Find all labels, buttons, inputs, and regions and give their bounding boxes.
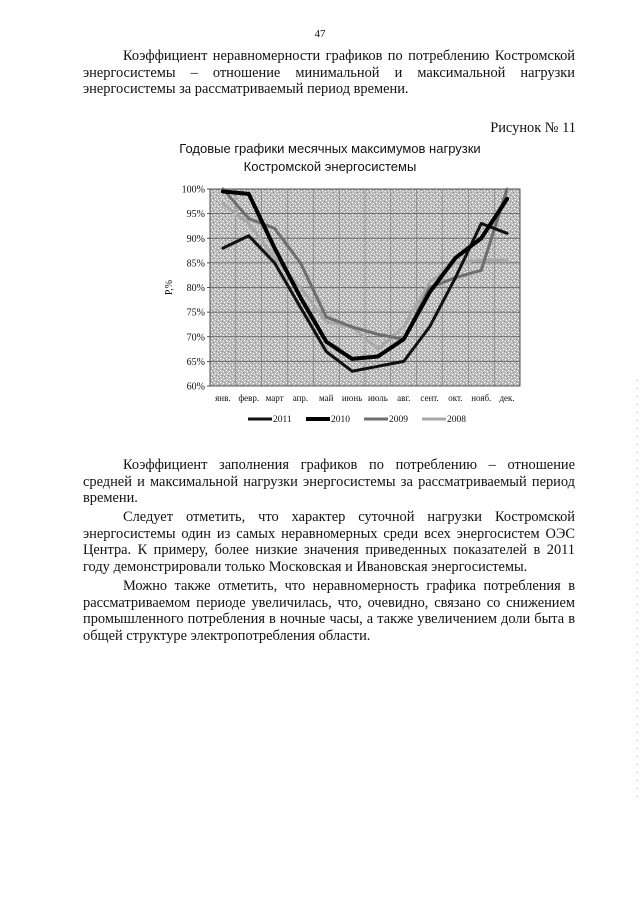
x-tick-label: янв. (215, 393, 231, 403)
x-tick-label: окт. (448, 393, 463, 403)
figure-number: Рисунок № 11 (490, 120, 576, 136)
x-tick-label: июнь (341, 393, 363, 403)
y-tick-label: 65% (186, 356, 205, 368)
plot-area (164, 185, 520, 404)
paragraph-unevenness-coefficient: Коэффициент неравномерности графиков по потреблению Костромской энергосистемы – отношение минимальной и максимальной нагрузки энергосистемы за рассматриваемый период времени. (83, 48, 575, 97)
scan-edge-marks (634, 380, 640, 800)
x-tick-label: дек. (499, 393, 515, 403)
load-chart (160, 178, 540, 433)
chart-title-line-1: Годовые графики месячных максимумов нагрузки (179, 141, 481, 156)
page-number: 47 (314, 28, 326, 40)
chart-title-line-2: Костромской энергосистемы (243, 159, 417, 174)
x-tick-label: май (319, 393, 334, 403)
legend-label-2008: 2008 (447, 415, 466, 425)
legend-label-2010: 2010 (331, 415, 350, 425)
x-tick-label: нояб. (471, 393, 492, 403)
y-tick-label: 60% (186, 381, 205, 393)
y-tick-label: 100% (181, 184, 205, 196)
x-tick-label: февр. (238, 393, 260, 403)
x-tick-label: авг. (397, 393, 411, 403)
x-tick-label: апр. (292, 393, 309, 403)
y-tick-label: 90% (186, 233, 205, 245)
y-tick-label: 80% (186, 283, 205, 294)
x-tick-label: июль (367, 393, 388, 403)
y-axis-label: P,% (164, 279, 175, 296)
paragraph-fill-coefficient: Коэффициент заполнения графиков по потреблению – отношение средней и максимальной нагрузки энергосистемы за рассматриваемый период времени. (83, 457, 575, 506)
y-tick-label: 70% (186, 332, 205, 344)
chart-legend (248, 415, 466, 425)
y-tick-label: 85% (186, 258, 205, 270)
x-tick-label: сент. (420, 393, 439, 403)
paragraph-daily-load: Следует отметить, что характер суточной нагрузки Костромской энергосистемы один из самых неравномерных среди всех энергосистем ОЭС Центра. К примеру, более низкие значения приведенных показателей в 2011 году демонстрировали только Московская и Ивановская энергосистемы. (83, 509, 575, 575)
x-tick-label: март (265, 393, 284, 403)
y-tick-label: 75% (186, 307, 205, 319)
legend-label-2009: 2009 (389, 415, 408, 425)
legend-label-2011: 2011 (273, 415, 292, 425)
y-tick-label: 95% (186, 209, 205, 221)
chart-title (150, 140, 510, 176)
paragraph-unevenness-increase: Можно также отметить, что неравномерность графика потребления в рассматриваемом периоде увеличилась, что, очевидно, связано со снижением промышленного потребления в ночные часы, а также увеличением доли быта в общей структуре электропотребления области. (83, 578, 575, 644)
